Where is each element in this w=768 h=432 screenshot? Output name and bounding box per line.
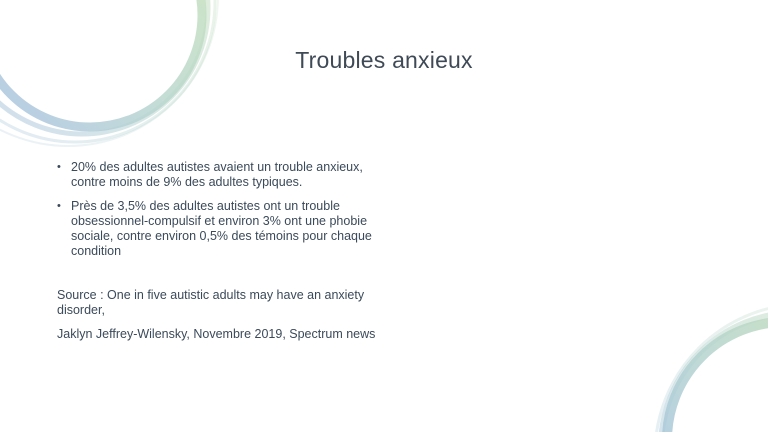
bottom-right-arc-group [655,304,768,432]
slide-body [57,160,377,352]
bullet-item [57,160,377,191]
bullet-glyph: • [57,199,61,212]
bullet-item [57,199,377,260]
bullet-list [57,160,377,260]
slide-title: Troubles anxieux [295,47,473,73]
bullet-text: Près de 3,5% des adultes autistes ont un trouble obsessionnel-compulsif et environ 3% ont une phobie sociale, contre environ 0,5% des témoins pour chaque condition [71,198,372,259]
bullet-text: 20% des adultes autistes avaient un trouble anxieux, contre moins de 9% des adultes typiques. [71,160,363,190]
source-line: Source : One in five autistic adults may have an anxiety disorder, [57,287,365,318]
source-author-line: Jaklyn Jeffrey-Wilensky, Novembre 2019, Spectrum news [57,327,376,342]
bullet-glyph: • [57,161,61,173]
source-citation [57,288,377,343]
